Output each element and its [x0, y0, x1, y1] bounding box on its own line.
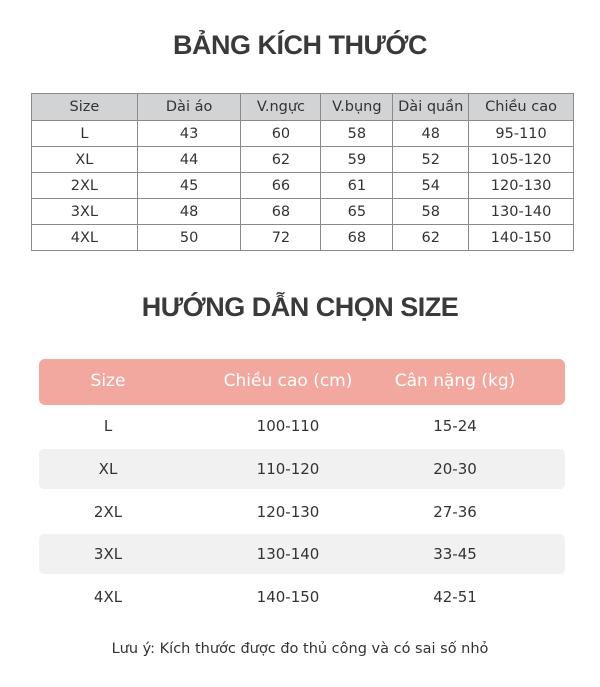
guide-cell-size: 3XL	[93, 545, 123, 563]
table-cell: 68	[321, 225, 393, 251]
table-cell: 65	[321, 199, 393, 225]
column-header-waist: V.bụng	[321, 94, 393, 121]
table-cell: 43	[137, 121, 241, 147]
table-cell: 52	[393, 147, 469, 173]
guide-header-height: Chiều cao (cm)	[223, 371, 353, 391]
guide-row	[39, 492, 565, 532]
table-cell: 62	[393, 225, 469, 251]
table-cell: 140-150	[469, 225, 574, 251]
guide-cell-size: XL	[98, 460, 118, 478]
table-cell: L	[32, 121, 138, 147]
guide-cell-height: 120-130	[256, 503, 320, 521]
size-chart-title: BẢNG KÍCH THƯỚC	[173, 30, 427, 60]
size-chart-table	[31, 93, 574, 251]
column-header-size: Size	[32, 94, 138, 121]
table-cell: 54	[393, 173, 469, 199]
table-row	[32, 147, 574, 173]
table-cell: 130-140	[469, 199, 574, 225]
table-cell: 61	[321, 173, 393, 199]
table-row	[32, 199, 574, 225]
guide-cell-weight: 20-30	[433, 460, 477, 478]
table-cell: 4XL	[32, 225, 138, 251]
table-cell: 48	[137, 199, 241, 225]
table-cell: 44	[137, 147, 241, 173]
guide-cell-height: 130-140	[256, 545, 320, 563]
guide-cell-size: 2XL	[93, 503, 123, 521]
table-cell: 45	[137, 173, 241, 199]
column-header-chest: V.ngực	[241, 94, 321, 121]
table-cell: 95-110	[469, 121, 574, 147]
guide-cell-weight: 15-24	[433, 417, 477, 435]
guide-row	[39, 577, 565, 617]
guide-row	[39, 534, 565, 574]
guide-header-size: Size	[90, 371, 126, 391]
table-cell: 105-120	[469, 147, 574, 173]
table-cell: 62	[241, 147, 321, 173]
table-cell: 50	[137, 225, 241, 251]
column-header-pants-length: Dài quần	[393, 94, 469, 121]
size-guide-title: HƯỚNG DẪN CHỌN SIZE	[141, 292, 459, 322]
table-cell: 3XL	[32, 199, 138, 225]
measurement-note: Lưu ý: Kích thước được đo thủ công và có sai số nhỏ	[111, 641, 489, 657]
guide-row	[39, 406, 565, 446]
guide-cell-height: 110-120	[256, 460, 320, 478]
guide-header-weight: Cân nặng (kg)	[394, 371, 516, 391]
guide-row	[39, 449, 565, 489]
guide-cell-weight: 33-45	[433, 545, 477, 563]
column-header-height: Chiều cao	[469, 94, 574, 121]
guide-cell-height: 140-150	[256, 588, 320, 606]
table-cell: 48	[393, 121, 469, 147]
guide-cell-weight: 42-51	[433, 588, 477, 606]
table-cell: 2XL	[32, 173, 138, 199]
guide-cell-size: L	[103, 417, 113, 435]
table-cell: XL	[32, 147, 138, 173]
table-row	[32, 225, 574, 251]
size-chart-header-row	[32, 94, 574, 121]
table-row	[32, 121, 574, 147]
guide-cell-height: 100-110	[256, 417, 320, 435]
table-cell: 59	[321, 147, 393, 173]
table-cell: 66	[241, 173, 321, 199]
table-cell: 120-130	[469, 173, 574, 199]
guide-cell-weight: 27-36	[433, 503, 477, 521]
table-cell: 60	[241, 121, 321, 147]
table-cell: 58	[393, 199, 469, 225]
size-guide-header	[39, 359, 565, 405]
table-cell: 72	[241, 225, 321, 251]
column-header-shirt-length: Dài áo	[137, 94, 241, 121]
guide-cell-size: 4XL	[93, 588, 123, 606]
table-cell: 58	[321, 121, 393, 147]
table-row	[32, 173, 574, 199]
table-cell: 68	[241, 199, 321, 225]
